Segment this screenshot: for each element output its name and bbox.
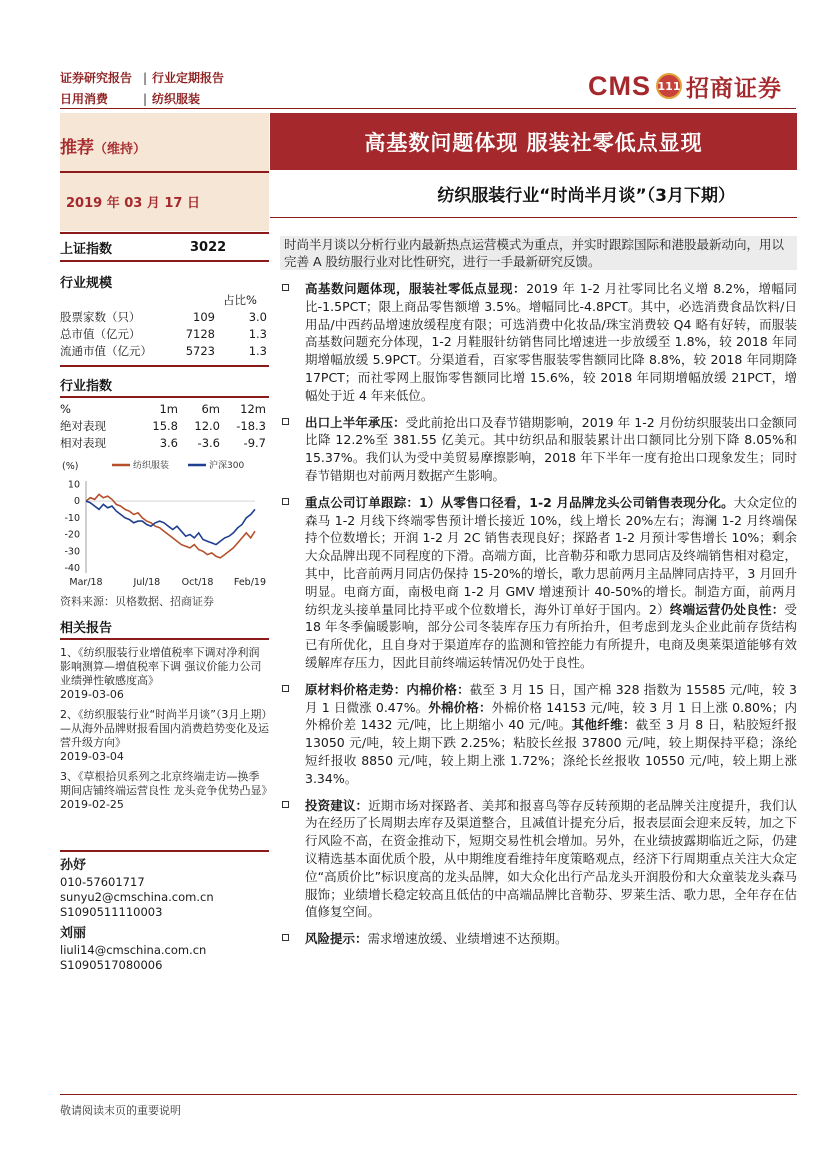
chart-source: 资料来源：贝格数据、招商证券 [60, 595, 214, 608]
y-tick-label: -40 [64, 562, 80, 574]
bullet-heading: 重点公司订单跟踪：1）从零售口径看，1-2 月品牌龙头公司销售表现分化。 [305, 494, 734, 510]
sidebar-divider [60, 396, 269, 398]
related-report-item[interactable] [60, 708, 269, 764]
perf-heading: 行业指数 [60, 379, 113, 394]
bullet-square-icon [282, 801, 289, 808]
bullet-subheading: 内棉价格： [406, 681, 470, 697]
subtitle-divider [270, 217, 797, 218]
logo-badge-icon: 111 [656, 73, 682, 99]
bullet-square-icon [282, 934, 289, 941]
tag-textile-apparel: 纺织服装 [152, 92, 201, 106]
y-tick-label: -20 [64, 529, 80, 541]
summary-box: 时尚半月谈以分析行业内最新热点运营模式为重点，并实时跟踪国际和港股最新动向，用以完善 A 股纺服行业对比性研究，进行一手最新研究反馈。 [280, 236, 797, 270]
related-report-date: 2019-03-04 [60, 750, 124, 763]
logo-cn-text: 招商证券 [686, 75, 782, 102]
footer-note: 敬请阅读末页的重要说明 [60, 1104, 181, 1117]
index-chart-svg [60, 455, 269, 587]
scale-row-share: 1.3 [248, 326, 267, 341]
perf-row-value: -18.3 [236, 418, 266, 433]
perf-row-value: 15.8 [152, 418, 178, 433]
rating-divider [60, 171, 269, 173]
analyst [60, 926, 269, 973]
scale-col-label: 占比% [223, 292, 257, 307]
legend-label: 纺织服装 [133, 461, 170, 471]
analyst-contact: S1090517080006 [60, 958, 163, 972]
page-subtitle: 纺织服装行业“时尚半月谈”（3月下期） [437, 186, 735, 206]
perf-col-header [60, 400, 269, 417]
y-tick-label: 10 [67, 479, 80, 491]
index-chart [60, 455, 269, 587]
scale-row [60, 308, 269, 325]
sidebar-divider [60, 638, 269, 640]
sidebar [60, 230, 269, 973]
chart-ylabel: (%) [62, 461, 79, 472]
sidebar-divider [60, 232, 269, 234]
y-tick-label: -30 [64, 546, 80, 558]
analyst-contact: 010-57601717 [60, 875, 145, 889]
page-title: 高基数问题体现 服装社零低点显现 [270, 113, 797, 170]
sidebar-divider [60, 365, 269, 367]
related-report-date: 2019-03-06 [60, 688, 124, 701]
scale-row-share: 1.3 [248, 343, 267, 358]
bullet-body: 截至 3 月 8 日，粘胶短纤报 13050 元/吨，较上期下跌 2.25%；粘胶长丝报 37800 元/吨，较上期保持平稳；涤纶短纤报收 8850 元/吨，较上期上涨 1.72%；涤纶长丝报收 10550 元/吨，较上期上涨 3.34%。 [305, 717, 797, 786]
bullet-subheading: 终端运营仍处良性： [669, 601, 785, 617]
scale-col-header [60, 291, 269, 308]
perf-row [60, 434, 269, 451]
scale-row-value: 5723 [185, 343, 215, 358]
related-report-title: 3、《草根拾贝系列之北京终端走访—换季期间店铺终端运营良性 龙头竞争优势凸显》2019-02-25 [60, 770, 267, 811]
logo-cms-text: CMS [588, 70, 651, 101]
tag-periodic-report: 行业定期报告 [152, 71, 225, 85]
related-report-item[interactable] [60, 646, 269, 702]
bullet-body: 2019 年 1-2 月社零同比名义增 8.2%，增幅同比-1.5PCT；限上商品零售额增 3.5%。增幅同比-4.8PCT。其中，必选消费食品饮料/日用品/中西药品增速放缓程度有限；可选消费中化妆品/珠宝消费较 Q4 略有好转，而服装高基数问题充分体现，1-2 月鞋服针纺销售同比增速进一步放缓至 1.8%，较 2018 年同期增幅放缓 5.9PCT。分渠道看，百家零售服装零售额同比降 8.8%，较 2018 年同期降 17PCT；而社零网上服饰零售额同比增 15.6%，较 2018 年同期增幅放缓 21PCT，增幅处于近 4 年来低位。 [305, 281, 797, 403]
related-report-title: 1、《纺织服装行业增值税率下调对净利润影响测算—增值税率下调 强议价能力公司业绩弹性敏感度高》 [60, 646, 262, 687]
x-tick-label: Oct/18 [181, 577, 214, 587]
content-bullet [280, 494, 797, 672]
bullet-subheading: 其他纤维： [571, 717, 636, 733]
perf-col: 12m [240, 401, 266, 416]
related-report-title: 2、《纺织服装行业“时尚半月谈”（3月上期）—从海外品牌财报看国内消费趋势变化及运营升级方向》 [60, 708, 269, 749]
sidebar-divider [60, 260, 269, 262]
related-reports [60, 646, 269, 812]
header-divider [60, 108, 796, 109]
x-tick-label: Mar/18 [69, 577, 103, 587]
report-tags: 证券研究报告 | 行业定期报告 日用消费 | 纺织服装 [60, 68, 224, 110]
perf-row-label: 绝对表现 [60, 418, 106, 433]
bullet-body: 近期市场对探路者、美邦和报喜鸟等存反转预期的老品牌关注度提升，我们认为在经历了长周期去库存及渠道整合，且减值计提充分后，报表层面会迎来反转，加之下行风险不高，在资金推动下，短期交易性机会增加。另外，在业绩披露期临近之际，仍建议精选基本面优质个股，从中期维度看维持年度策略观点，经济下行周期重点关注大众定位“高质价比”标识度高的龙头品牌，如大众化出行产品龙头开润股份和大众童装龙头森马服饰；业绩增长稳定较高且低估的中高端品牌比音勒芬、罗莱生活、歌力思，全年存在估值修复空间。 [305, 797, 797, 920]
analyst-contact: liuli14@cmschina.com.cn [60, 943, 207, 957]
series-line [86, 501, 255, 544]
scale-row-label: 股票家数（只） [60, 309, 141, 324]
sidebar-divider [60, 850, 269, 852]
perf-row-value: -3.6 [197, 435, 220, 450]
bullet-square-icon [282, 284, 289, 291]
index-label: 上证指数 [60, 241, 113, 257]
perf-col: 6m [201, 401, 220, 416]
bullet-heading: 出口上半年承压： [305, 414, 406, 430]
bullet-square-icon [282, 498, 289, 505]
bullet-heading: 高基数问题体现，服装社零低点显现： [305, 281, 527, 296]
rating [60, 133, 146, 158]
scale-row [60, 342, 269, 359]
analyst-name: 刘丽 [60, 926, 87, 941]
scale-row-value: 7128 [185, 326, 215, 341]
content-bullet [280, 797, 797, 922]
y-tick-label: -10 [64, 512, 80, 524]
perf-col: % [60, 401, 71, 416]
bullet-subheading: 外棉价格： [428, 699, 492, 715]
index-row [60, 236, 269, 258]
perf-row-value: 12.0 [194, 418, 220, 433]
scale-row-label: 流通市值（亿元） [60, 343, 152, 358]
perf-col: 1m [159, 401, 178, 416]
bullet-body: 需求增速放缓、业绩增速不达预期。 [367, 931, 568, 947]
bullet-square-icon [282, 418, 289, 425]
perf-row-value: 3.6 [159, 435, 178, 450]
main-content [280, 280, 797, 957]
y-tick-label: 0 [73, 496, 80, 508]
analyst-contact: S1090511110003 [60, 905, 163, 919]
perf-row-value: -9.7 [243, 435, 266, 450]
rating-band [60, 113, 269, 231]
bullet-body: 大众定位的森马 1-2 月线下终端零售预计增长接近 10%，线上增长 20%左右；海澜 1-2 月终端保持个位数增长；开润 1-2 月 2C 销售表现良好；探路者 1-2 月预计零售增长 10%；剩余大众品牌出现不同程度的下滑。高端方面，比音勒芬和歌力思同店及终端销售相对稳定，其中，比音前两月同店仍保持 15-20%的增长，歌力思前两月主品牌同店持平，3 月回升明显。电商方面，南极电商 1-2 月 GMV 增速预计 40-50%的增长。制造方面，前两月纺织龙头接单量同比持平或个位数增长，海外订单好于国内。2） [305, 494, 797, 617]
scale-row-share: 3.0 [248, 309, 267, 324]
footer-divider [60, 1094, 797, 1095]
scale-heading: 行业规模 [60, 276, 113, 291]
bullet-body: 截至 3 月 15 日，国产棉 328 指数为 15585 元/吨，较 3 月 1 日微涨 0.47%。 [305, 681, 797, 715]
x-tick-label: Feb/19 [233, 577, 266, 587]
bullet-body: 外棉价格 14153 元/吨，较 3 月 1 日上涨 0.80%；内外棉价差 1432 元/吨，比上期缩小 40 元/吨。 [305, 699, 797, 733]
bullet-heading: 投资建议： [305, 797, 369, 813]
bullet-square-icon [282, 685, 289, 692]
perf-row-label: 相对表现 [60, 435, 106, 450]
related-report-item[interactable] [60, 770, 269, 812]
perf-row [60, 417, 269, 434]
tag-securities-report: 证券研究报告 [60, 71, 133, 85]
content-bullet [280, 414, 797, 485]
cms-logo [588, 68, 782, 104]
series-line [86, 494, 255, 558]
related-heading: 相关报告 [60, 621, 113, 636]
content-bullet [280, 280, 797, 405]
report-date: 2019 年 03 月 17 日 [66, 196, 200, 211]
scale-row-value: 109 [193, 309, 215, 324]
bullet-body: 受此前抢出口及春节错期影响，2019 年 1-2 月份纺织服装出口金额同比降 12.2%至 381.55 亿美元。其中纺织品和服装累计出口额同比分别下降 8.05%和 15.37%。我们认为受中美贸易摩擦影响，2018 年下半年一度有抢出口现象发生；同时春节错期也对前两月数据产生影响。 [305, 414, 797, 483]
legend-label: 沪深300 [209, 461, 245, 471]
analyst [60, 858, 269, 920]
bullet-body: 受 18 年冬季偏暖影响，部分公司冬装库存压力有所抬升，但考虑到龙头企业此前存货结构已有所优化，且自身对于渠道库存的监测和管控能力有所提升，电商及奥莱渠道能够有效缓解库存压力，因此目前终端运转情况仍处于良性。 [305, 601, 797, 670]
rating-label: 推荐 [60, 138, 94, 158]
analyst-contact: sunyu2@cmschina.com.cn [60, 890, 214, 904]
scale-row [60, 325, 269, 342]
content-bullet [280, 681, 797, 788]
analyst-name: 孙妤 [60, 858, 87, 873]
rating-sub: （维持） [94, 142, 147, 157]
content-bullet [280, 930, 797, 948]
tag-daily-consumption: 日用消费 [60, 92, 109, 106]
scale-row-label: 总市值（亿元） [60, 326, 141, 341]
index-value: 3022 [190, 239, 227, 255]
x-tick-label: Jul/18 [133, 577, 161, 587]
bullet-heading: 原材料价格走势： [305, 681, 407, 697]
bullet-heading: 风险提示： [305, 931, 368, 947]
